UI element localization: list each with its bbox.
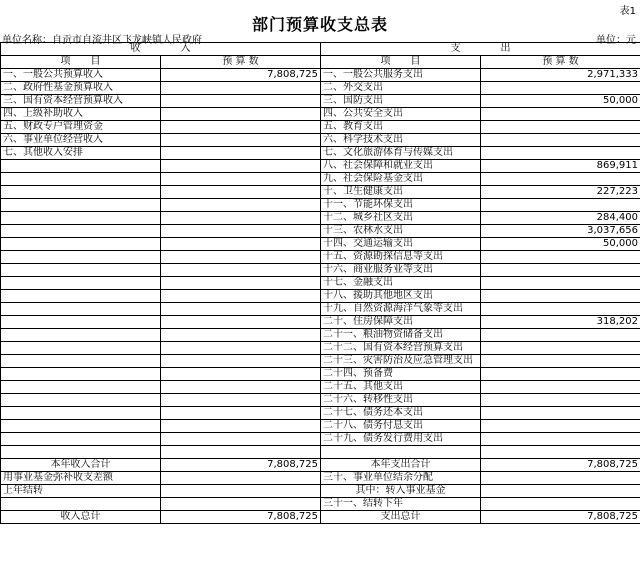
- expense-grand-total-value: 7,808,725: [481, 511, 640, 524]
- expense-item-cell: 十、卫生健康支出: [321, 186, 481, 199]
- expense-value-cell: [481, 394, 640, 407]
- table-row: [1, 82, 640, 95]
- blank-cell: [1, 446, 161, 459]
- table-row: [1, 186, 640, 199]
- table-row: [1, 368, 640, 381]
- income-value-cell: [161, 225, 321, 238]
- summary-row: [1, 498, 640, 511]
- surplus-distribution-label: 三十、事业单位结余分配: [321, 472, 481, 485]
- table-row: [1, 147, 640, 160]
- column-header-row: [1, 56, 640, 69]
- income-value-cell: [161, 238, 321, 251]
- expense-grand-total-label: 支出总计: [321, 511, 481, 524]
- carry-forward-value: [481, 498, 640, 511]
- income-item-cell: 六、事业单位经营收入: [1, 134, 161, 147]
- income-item-cell: 五、财政专户管理资金: [1, 121, 161, 134]
- budget-table: [0, 42, 640, 524]
- table-row: [1, 433, 640, 446]
- income-value-cell: [161, 316, 321, 329]
- table-row: [1, 303, 640, 316]
- expense-value-cell: [481, 303, 640, 316]
- income-item-cell: [1, 290, 161, 303]
- summary-row: [1, 511, 640, 524]
- expense-item-cell: 三、国防支出: [321, 95, 481, 108]
- expense-value-cell: [481, 433, 640, 446]
- expense-value-cell: [481, 134, 640, 147]
- table-row: [1, 277, 640, 290]
- income-item-cell: 七、其他收入安排: [1, 147, 161, 160]
- expense-item-cell: 九、社会保险基金支出: [321, 173, 481, 186]
- income-group-header: 收 入: [1, 43, 321, 56]
- income-value-cell: [161, 342, 321, 355]
- expense-item-cell: 十二、城乡社区支出: [321, 212, 481, 225]
- blank-cell: [161, 446, 321, 459]
- income-item-cell: 二、政府性基金预算收入: [1, 82, 161, 95]
- expense-item-cell: 二十七、债务还本支出: [321, 407, 481, 420]
- expense-item-cell: 十六、商业服务业等支出: [321, 264, 481, 277]
- income-value-cell: [161, 433, 321, 446]
- income-item-cell: [1, 394, 161, 407]
- expense-value-cell: 284,400: [481, 212, 640, 225]
- table-tag: 表1: [619, 6, 636, 17]
- income-item-cell: [1, 173, 161, 186]
- income-item-cell: [1, 433, 161, 446]
- income-item-cell: [1, 251, 161, 264]
- page-title: 部门预算收支总表: [251, 15, 388, 34]
- income-value-cell: [161, 95, 321, 108]
- spacer-value: [161, 498, 321, 511]
- table-row: [1, 134, 640, 147]
- expense-value-cell: 318,202: [481, 316, 640, 329]
- expense-value-cell: [481, 407, 640, 420]
- income-value-cell: [161, 121, 321, 134]
- group-header-row: [1, 43, 640, 56]
- expense-item-cell: 十四、交通运输支出: [321, 238, 481, 251]
- income-item-cell: [1, 316, 161, 329]
- expense-value-cell: 869,911: [481, 160, 640, 173]
- expense-value-cell: [481, 108, 640, 121]
- income-value-cell: [161, 407, 321, 420]
- table-row: [1, 251, 640, 264]
- income-value-cell: [161, 212, 321, 225]
- income-item-cell: [1, 264, 161, 277]
- income-value-cell: [161, 329, 321, 342]
- expense-item-cell: 一、一般公共服务支出: [321, 69, 481, 82]
- table-row: [1, 121, 640, 134]
- income-value-cell: [161, 394, 321, 407]
- income-value-cell: [161, 199, 321, 212]
- expense-total-year-value: 7,808,725: [481, 459, 640, 472]
- income-item-cell: [1, 225, 161, 238]
- fund-gap-value: [161, 472, 321, 485]
- expense-value-cell: 50,000: [481, 95, 640, 108]
- expense-value-cell: [481, 264, 640, 277]
- expense-value-cell: [481, 290, 640, 303]
- table-row: [1, 316, 640, 329]
- table-row: [1, 225, 640, 238]
- income-item-header: 项 目: [1, 56, 161, 69]
- expense-item-cell: 五、教育支出: [321, 121, 481, 134]
- expense-item-cell: 二十、住房保障支出: [321, 316, 481, 329]
- income-total-year-value: 7,808,725: [161, 459, 321, 472]
- table-row: [1, 329, 640, 342]
- expense-value-cell: [481, 420, 640, 433]
- expense-value-cell: [481, 329, 640, 342]
- expense-item-cell: 二十八、债务付息支出: [321, 420, 481, 433]
- expense-item-cell: 十一、节能环保支出: [321, 199, 481, 212]
- blank-row: [1, 446, 640, 459]
- income-item-cell: [1, 420, 161, 433]
- income-item-cell: [1, 407, 161, 420]
- income-item-cell: [1, 329, 161, 342]
- expense-item-cell: 二十二、国有资本经营预算支出: [321, 342, 481, 355]
- expense-value-cell: 2,971,333: [481, 69, 640, 82]
- expense-value-cell: [481, 173, 640, 186]
- expense-item-cell: 二十六、转移性支出: [321, 394, 481, 407]
- carry-forward-label: 三十一、结转下年: [321, 498, 481, 511]
- table-row: [1, 95, 640, 108]
- income-item-cell: [1, 238, 161, 251]
- expense-item-cell: 十七、金融支出: [321, 277, 481, 290]
- unit-name: 单位名称：自贡市自流井区飞龙峡镇人民政府: [2, 35, 202, 46]
- transfer-to-fund-value: [481, 485, 640, 498]
- expense-total-year-label: 本年支出合计: [321, 459, 481, 472]
- carry-over-label: 上年结转: [1, 485, 161, 498]
- expense-value-cell: [481, 342, 640, 355]
- table-row: [1, 173, 640, 186]
- spacer-cell: [1, 498, 161, 511]
- blank-cell: [481, 446, 640, 459]
- income-item-cell: 四、上级补助收入: [1, 108, 161, 121]
- expense-value-cell: [481, 199, 640, 212]
- income-item-cell: 三、国有资本经营预算收入: [1, 95, 161, 108]
- income-value-cell: [161, 303, 321, 316]
- income-value-cell: [161, 355, 321, 368]
- expense-value-cell: [481, 277, 640, 290]
- expense-value-cell: [481, 82, 640, 95]
- table-row: [1, 420, 640, 433]
- income-grand-total-value: 7,808,725: [161, 511, 321, 524]
- expense-value-cell: [481, 381, 640, 394]
- income-item-cell: [1, 277, 161, 290]
- expense-value-cell: [481, 251, 640, 264]
- income-value-cell: 7,808,725: [161, 69, 321, 82]
- income-value-cell: [161, 277, 321, 290]
- expense-value-cell: 3,037,656: [481, 225, 640, 238]
- expense-budget-header: 预 算 数: [481, 56, 640, 69]
- income-budget-header: 预 算 数: [161, 56, 321, 69]
- currency-unit: 单位：元: [596, 35, 636, 46]
- expense-item-cell: 六、科学技术支出: [321, 134, 481, 147]
- table-row: [1, 355, 640, 368]
- income-item-cell: [1, 160, 161, 173]
- income-grand-total-label: 收入总计: [1, 511, 161, 524]
- transfer-to-fund-label: 其中：转入事业基金: [321, 485, 481, 498]
- expense-group-header: 支 出: [321, 43, 640, 56]
- income-item-cell: [1, 368, 161, 381]
- expense-value-cell: 50,000: [481, 238, 640, 251]
- income-total-year-label: 本年收入合计: [1, 459, 161, 472]
- table-row: [1, 290, 640, 303]
- expense-value-cell: [481, 147, 640, 160]
- income-item-cell: [1, 355, 161, 368]
- table-row: [1, 264, 640, 277]
- income-value-cell: [161, 251, 321, 264]
- expense-value-cell: [481, 355, 640, 368]
- table-row: [1, 394, 640, 407]
- expense-value-cell: 227,223: [481, 186, 640, 199]
- summary-row: [1, 459, 640, 472]
- expense-value-cell: [481, 121, 640, 134]
- income-value-cell: [161, 134, 321, 147]
- income-item-cell: [1, 381, 161, 394]
- expense-item-cell: 二、外交支出: [321, 82, 481, 95]
- table-row: [1, 160, 640, 173]
- summary-row: [1, 485, 640, 498]
- table-row: [1, 342, 640, 355]
- expense-item-cell: 二十五、其他支出: [321, 381, 481, 394]
- table-row: [1, 381, 640, 394]
- blank-cell: [321, 446, 481, 459]
- expense-item-cell: 二十三、灾害防治及应急管理支出: [321, 355, 481, 368]
- summary-row: [1, 472, 640, 485]
- income-value-cell: [161, 82, 321, 95]
- income-item-cell: [1, 212, 161, 225]
- expense-item-header: 项 目: [321, 56, 481, 69]
- expense-item-cell: 二十一、粮油物资储备支出: [321, 329, 481, 342]
- income-value-cell: [161, 160, 321, 173]
- fund-gap-label: 用事业基金弥补收支差额: [1, 472, 161, 485]
- income-value-cell: [161, 264, 321, 277]
- expense-item-cell: 二十四、预备费: [321, 368, 481, 381]
- income-value-cell: [161, 381, 321, 394]
- expense-item-cell: 十三、农林水支出: [321, 225, 481, 238]
- income-item-cell: [1, 186, 161, 199]
- income-value-cell: [161, 420, 321, 433]
- income-value-cell: [161, 186, 321, 199]
- income-item-cell: [1, 303, 161, 316]
- expense-item-cell: 八、社会保障和就业支出: [321, 160, 481, 173]
- expense-item-cell: 七、文化旅游体育与传媒支出: [321, 147, 481, 160]
- income-item-cell: [1, 199, 161, 212]
- surplus-distribution-value: [481, 472, 640, 485]
- expense-item-cell: 十九、自然资源海洋气象等支出: [321, 303, 481, 316]
- income-value-cell: [161, 368, 321, 381]
- expense-item-cell: 十五、资源勘探信息等支出: [321, 251, 481, 264]
- expense-item-cell: 四、公共安全支出: [321, 108, 481, 121]
- expense-item-cell: 十八、援助其他地区支出: [321, 290, 481, 303]
- table-row: [1, 407, 640, 420]
- income-value-cell: [161, 147, 321, 160]
- income-item-cell: 一、一般公共预算收入: [1, 69, 161, 82]
- table-row: [1, 108, 640, 121]
- income-value-cell: [161, 173, 321, 186]
- table-row: [1, 199, 640, 212]
- expense-value-cell: [481, 368, 640, 381]
- income-item-cell: [1, 342, 161, 355]
- table-row: [1, 212, 640, 225]
- income-value-cell: [161, 290, 321, 303]
- expense-item-cell: 二十九、债务发行费用支出: [321, 433, 481, 446]
- carry-over-value: [161, 485, 321, 498]
- table-row: [1, 69, 640, 82]
- income-value-cell: [161, 108, 321, 121]
- table-row: [1, 238, 640, 251]
